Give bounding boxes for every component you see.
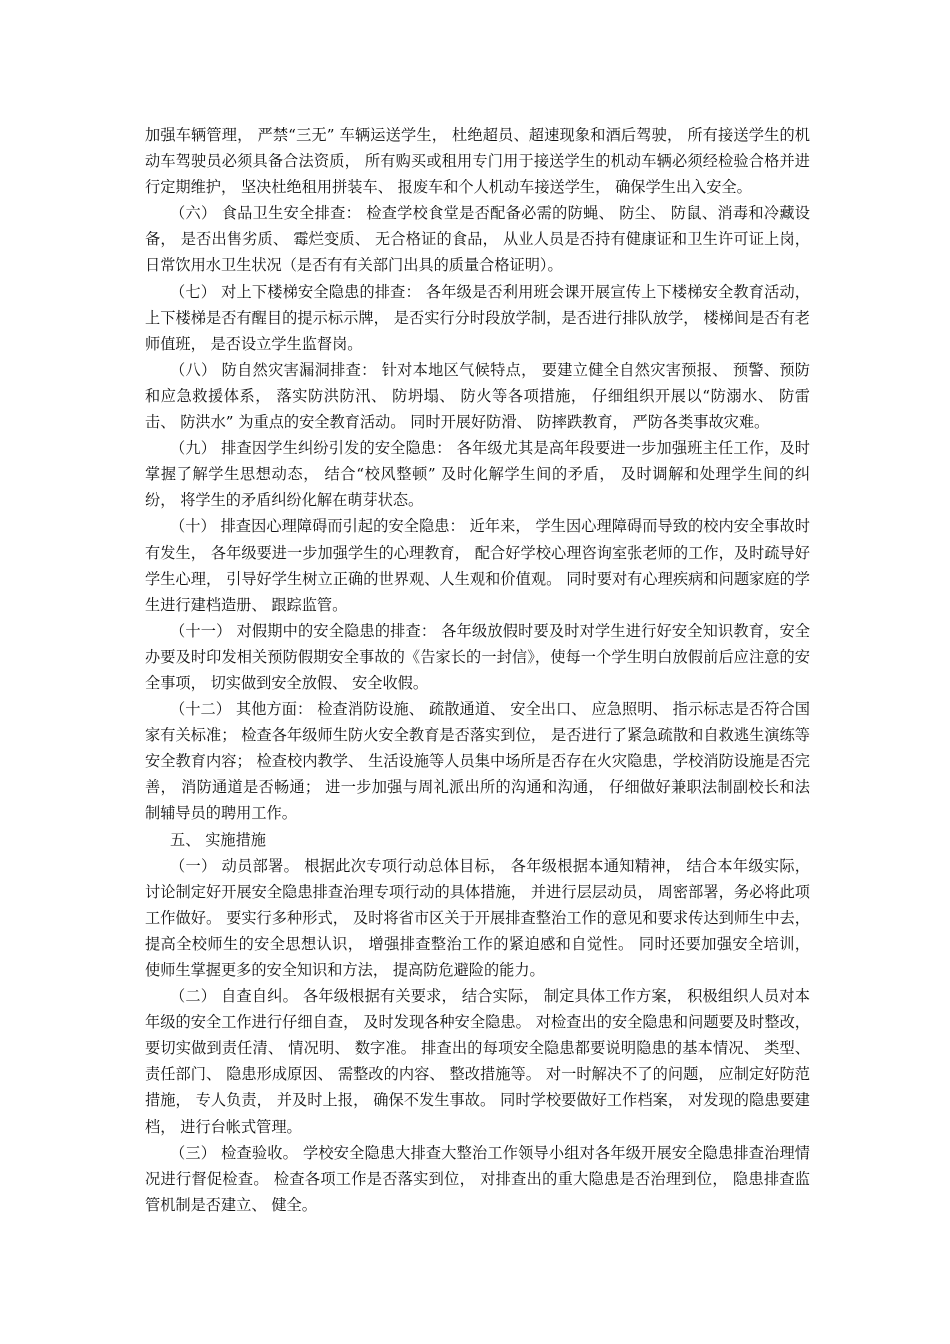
paragraph-psychological: （十） 排查因心理障碍而引起的安全隐患： 近年来， 学生因心理障碍而导致的校内安全事故时有发生， 各年级要进一步加强学生的心理教育， 配合好学校心理咨询室张老师的工作，及时疏导好学生心理， 引导好学生树立正确的世界观、人生观和价值观。 同时要对有心理疾病和问题家庭的学生进行建档造册、 跟踪监管。 <box>145 517 810 614</box>
paragraph-other-fire-safety: （十二） 其他方面： 检查消防设施、 疏散通道、 安全出口、 应急照明、 指示标志是否符合国家有关标准； 检查各年级师生防火安全教育是否落实到位， 是否进行了紧急疏散和自救逃生演练等安全教育内容； 检查校内教学、 生活设施等人员集中场所是否存在火灾隐患，学校消防设施是否完善， 消防通道是否畅通； 进一步加强与周礼派出所的沟通和沟通， 仔细做好兼职法制副校长和法制辅导员的聘用工作。 <box>145 700 810 823</box>
paragraph-self-inspection: （二） 自查自纠。 各年级根据有关要求， 结合实际， 制定具体工作方案， 积极组织人员对本年级的安全工作进行仔细自查， 及时发现各种安全隐患。 对检查出的安全隐患和问题要及时整改， 要切实做到责任清、 情况明、 数字准。 排查出的每项安全隐患都要说明隐患的基本情况、 类型、 责任部门、 隐患形成原因、 需整改的内容、 整改措施等。 对一时解决不了的问题， 应制定好防范措施， 专人负责， 并及时上报， 确保不发生事故。 同时学校要做好工作档案， 对发现的隐患要建档， 进行台帐式管理。 <box>145 987 810 1136</box>
paragraph-stairs-safety: （七） 对上下楼梯安全隐患的排查： 各年级是否利用班会课开展宣传上下楼梯安全教育活动， 上下楼梯是否有醒目的提示标示牌， 是否实行分时段放学制，是否进行排队放学， 楼梯间是否有老师值班， 是否设立学生监督岗。 <box>145 282 810 353</box>
section-heading-implementation: 五、 实施措施 <box>170 830 266 849</box>
document-body <box>145 122 810 1218</box>
paragraph-student-disputes: （九） 排查因学生纠纷引发的安全隐患： 各年级尤其是高年段要进一步加强班主任工作，及时掌握了解学生思想动态， 结合“校风整顿” 及时化解学生间的矛盾， 及时调解和处理学生间的纠纷， 将学生的矛盾纠纷化解在萌芽状态。 <box>145 439 810 510</box>
paragraph-vehicle-management: 加强车辆管理， 严禁“三无” 车辆运送学生， 杜绝超员、超速现象和酒后驾驶， 所有接送学生的机动车驾驶员必须具备合法资质， 所有购买或租用专门用于接送学生的机动车辆必须经检验合格并进行定期维护， 坚决杜绝租用拼装车、 报废车和个人机动车接送学生， 确保学生出入安全。 <box>145 126 810 197</box>
paragraph-food-safety: （六） 食品卫生安全排查： 检查学校食堂是否配备必需的防蝇、 防尘、 防鼠、消毒和冷藏设备， 是否出售劣质、 霉烂变质、 无合格证的食品， 从业人员是否持有健康证和卫生许可证上岗， 日常饮用水卫生状况（是否有有关部门出具的质量合格证明）。 <box>145 204 810 275</box>
paragraph-holiday-safety: （十一） 对假期中的安全隐患的排查： 各年级放假时要及时对学生进行好安全知识教育，安全办要及时印发相关预防假期安全事故的《告家长的一封信》，使每一个学生明白放假前后应注意的安全事项， 切实做到安全放假、 安全收假。 <box>145 621 810 692</box>
paragraph-natural-disaster: （八） 防自然灾害漏洞排查： 针对本地区气候特点， 要建立健全自然灾害预报、 预警、预防和应急救援体系， 落实防洪防汛、 防坍塌、 防火等各项措施， 仔细组织开展以“防溺水、 防雷击、 防洪水” 为重点的安全教育活动。 同时开展好防滑、 防摔跌教育， 严防各类事故灾难。 <box>145 360 810 432</box>
paragraph-mobilization: （一） 动员部署。 根据此次专项行动总体目标， 各年级根据本通知精神， 结合本年级实际， 讨论制定好开展安全隐患排查治理专项行动的具体措施， 并进行层层动员， 周密部署，务必将此项工作做好。 要实行多种形式， 及时将省市区关于开展排查整治工作的意见和要求传达到师生中去， 提高全校师生的安全思想认识， 增强排查整治工作的紧迫感和自觉性。 同时还要加强安全培训， 使师生掌握更多的安全知识和方法， 提高防危避险的能力。 <box>145 856 810 979</box>
paragraph-acceptance-check: （三） 检查验收。 学校安全隐患大排查大整治工作领导小组对各年级开展安全隐患排查治理情况进行督促检查。 检查各项工作是否落实到位， 对排查出的重大隐患是否治理到位， 隐患排查监管机制是否建立、 健全。 <box>145 1143 810 1214</box>
